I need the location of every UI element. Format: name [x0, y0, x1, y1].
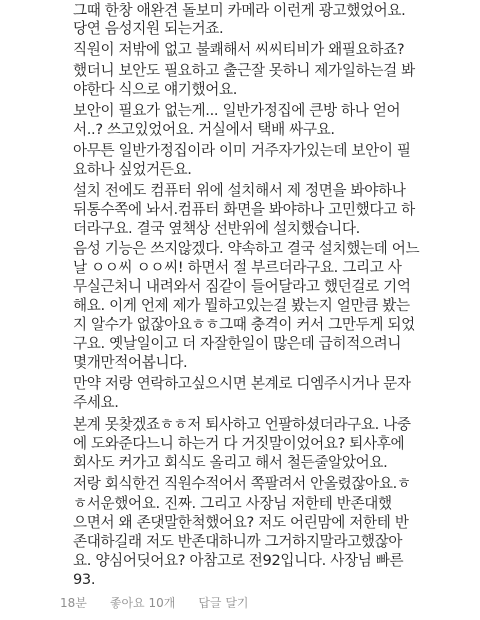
comment-line: 저랑 회식한건 직원수적어서 쪽팔려서 안올렸잖아요.ㅎ — [73, 475, 411, 492]
comment-line: 93. — [73, 571, 96, 588]
comment-line: 음성 기능은 쓰지않겠다. 약속하고 결국 설치했는데 어느 — [73, 240, 420, 257]
comment-line: 존대하길래 저도 반존대하니까 그거하지말라고했잖아 — [73, 533, 403, 550]
comment-line: 몇개만적어봅니다. — [73, 354, 188, 371]
comment-line: 뒤통수쪽에 놔서.컴퓨터 화면을 봐야하나 고민했다고 하 — [73, 201, 415, 218]
comment-line: 보안이 필요가 없는게... 일반가정집에 큰방 하나 얻어 — [73, 102, 401, 119]
comment-line: 직원이 저밖에 없고 불쾌해서 씨씨티비가 왜필요하죠? — [73, 41, 405, 58]
comment-footer — [60, 592, 249, 612]
comment-line: 무실근처니 내려와서 짐같이 들어달라고 했던걸로 기억 — [73, 278, 411, 295]
reply-button[interactable]: 답글 달기 — [198, 595, 249, 610]
comment-line: 요하나 싶었거든요. — [73, 161, 192, 178]
comment-line: 만약 저랑 연락하고싶으시면 본계로 디엠주시거나 문자 — [73, 375, 411, 392]
comment-line: 당연 음성지원 되는거죠. — [73, 20, 224, 37]
comment-line: 요. 양심어딧어요? 아참고로 전92입니다. 사장님 빠른 — [73, 552, 404, 569]
comment-line: 더라구요. 결국 옆책상 선반위에 설치했습니다. — [73, 220, 360, 237]
comment-line: 구요. 옛날일이고 더 자잘한일이 많은데 급히적으려니 — [73, 335, 402, 352]
comment-line: 회사도 커가고 회식도 올리고 해서 철든줄알았어요. — [73, 454, 388, 471]
comment-line: 날 ㅇㅇ씨 ㅇㅇ씨! 하면서 절 부르더라구요. 그리고 사 — [73, 259, 402, 276]
comment-line: 본계 못찾겠죠ㅎㅎ저 퇴사하고 언팔하셨더라구요. 나중 — [73, 416, 411, 433]
comment-line: 야한다 식으로 얘기했어요. — [73, 81, 238, 98]
comment-timestamp: 18분 — [60, 595, 87, 610]
comment-line: 에 도와준다느니 하는거 다 거짓말이었어요? 퇴사후에 — [73, 435, 405, 452]
comment-line: 서..? 쓰고있었어요. 거실에서 택배 싸구요. — [73, 121, 335, 138]
comment-line: 으면서 왜 존댓말한척했어요? 저도 어린맘에 저한테 반 — [73, 514, 409, 531]
comment-line: ㅎ서운했어요. 진짜. 그리고 사장님 저한테 반존대했 — [73, 495, 392, 512]
comment-line: 주세요. — [73, 394, 119, 411]
comment-line: 해요. 이게 언제 제가 뭘하고있는걸 봤는지 얼만큼 봤는 — [73, 297, 410, 314]
comment-line: 아무튼 일반가정집이라 이미 거주자가있는데 보안이 필 — [73, 142, 411, 159]
likes-count-link[interactable]: 좋아요 10개 — [109, 595, 176, 610]
comment-line: 설치 전에도 컴퓨터 위에 설치해서 제 정면을 봐야하나 — [73, 182, 406, 199]
comment-line: 그때 한창 애완견 돌보미 카메라 이런게 광고했었어요. — [73, 2, 406, 19]
comment-line: 했더니 보안도 필요하고 출근잘 못하니 제가일하는걸 봐 — [73, 62, 415, 79]
comment-line: 지 알수가 없잖아요ㅎㅎ그때 충격이 커서 그만두게 되었 — [73, 316, 415, 333]
